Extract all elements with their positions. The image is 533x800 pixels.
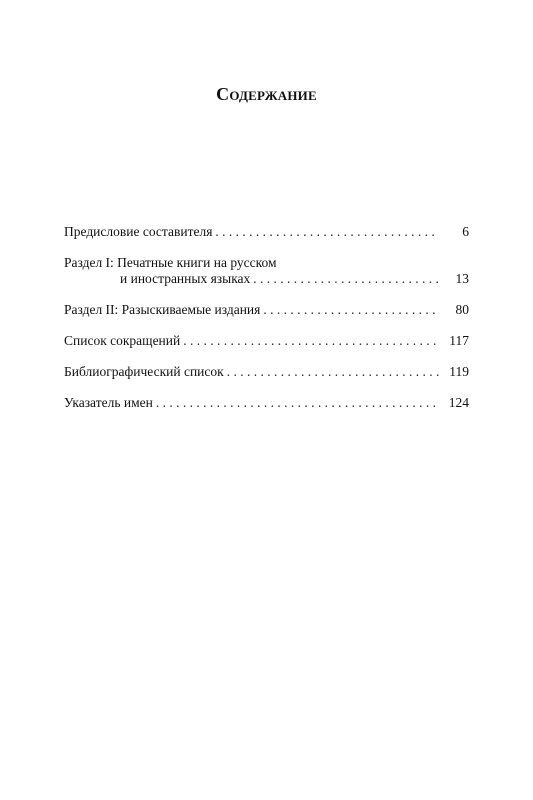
- toc-leader-dots: [183, 333, 439, 349]
- toc-entry-label: Библиографический список: [64, 364, 224, 379]
- toc-entry-name-index[interactable]: [64, 395, 469, 411]
- toc-page-number: 80: [455, 302, 469, 317]
- toc-page-number: 117: [449, 333, 469, 348]
- toc-leader-dots: [227, 364, 439, 380]
- toc-entry-label: Указатель имен: [64, 395, 153, 410]
- toc-page-number: 124: [448, 395, 469, 410]
- toc-page-number: 13: [455, 271, 469, 286]
- toc-leader-dots: [263, 302, 439, 318]
- toc-entry-preface[interactable]: [64, 224, 469, 240]
- toc-entry-abbreviations[interactable]: [64, 333, 469, 349]
- toc-page-number: 119: [449, 364, 469, 379]
- toc-page-number: 6: [462, 224, 469, 239]
- toc-leader-dots: [253, 271, 439, 287]
- table-of-contents: [64, 224, 469, 426]
- toc-entry-label-line2: и иностранных языках: [120, 271, 251, 286]
- toc-leader-dots: [156, 395, 439, 411]
- toc-entry-section-1[interactable]: [64, 255, 469, 287]
- toc-entry-label: Раздел II: Разыскиваемые издания: [64, 302, 261, 317]
- toc-entry-section-2[interactable]: [64, 302, 469, 318]
- toc-entry-bibliography[interactable]: [64, 364, 469, 380]
- toc-entry-label-line1: Раздел I: Печатные книги на русском: [64, 255, 277, 270]
- toc-entry-line2: [64, 271, 469, 287]
- toc-entry-label: Список сокращений: [64, 333, 181, 348]
- toc-leader-dots: [215, 224, 439, 240]
- toc-entry-label: Предисловие составителя: [64, 224, 213, 239]
- page-title: Содержание: [216, 84, 317, 104]
